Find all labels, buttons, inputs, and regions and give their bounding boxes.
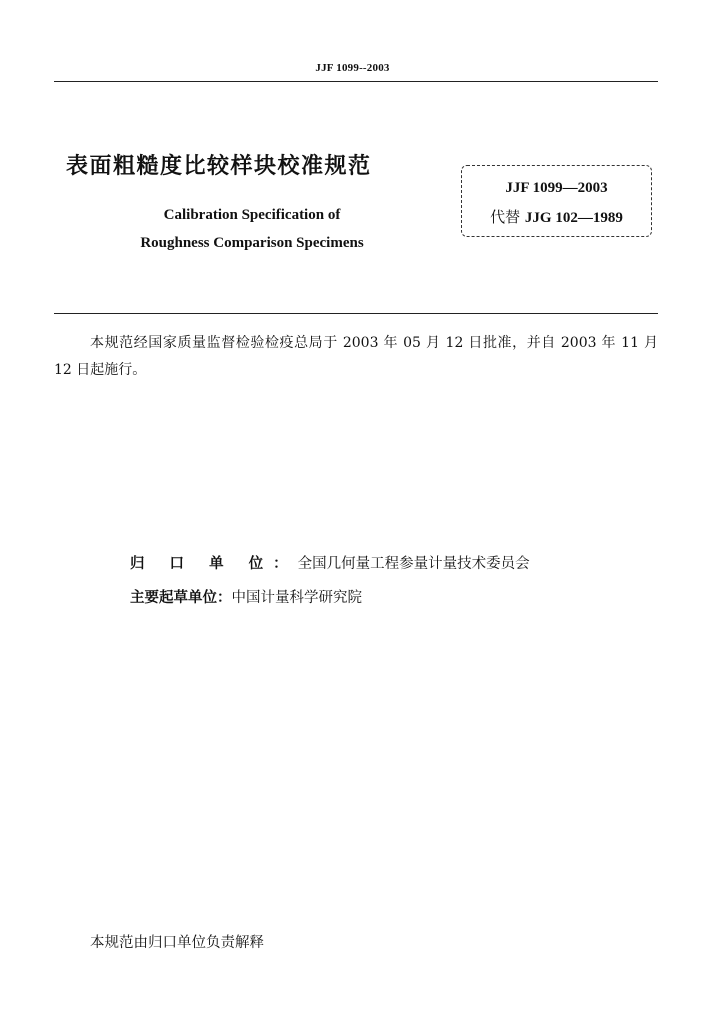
standard-code: JJF 1099—2003 [505, 180, 608, 196]
title-english-line1: Calibration Specification of [163, 207, 341, 223]
approval-statement: 本规范经国家质量监督检验检疫总局于 2003 年 05 月 12 日批准，并自 2003 年 11 月 12 日起施行。 [54, 335, 658, 378]
standard-code-box [461, 165, 652, 237]
title-chinese: 表面粗糙度比较样块校准规范 [66, 154, 372, 179]
replaced-standard-code: JJG 102—1989 [524, 210, 623, 226]
interpretation-note: 本规范由归口单位负责解释 [90, 935, 264, 951]
header-divider [54, 81, 658, 82]
drafting-unit-value: 中国计量科学研究院 [231, 590, 362, 606]
header-standard-code: JJF 1099--2003 [315, 62, 390, 74]
responsible-unit-row [130, 552, 530, 573]
drafting-unit-label: 主要起草单位： [130, 590, 232, 606]
title-english-line2: Roughness Comparison Specimens [140, 235, 364, 251]
responsible-unit-label: 归 口 单 位： [130, 556, 298, 572]
responsible-unit-value: 全国几何量工程参量计量技术委员会 [297, 556, 530, 572]
replaces-prefix: 代替 [490, 208, 525, 226]
replaces-line [462, 206, 651, 227]
drafting-unit-row [130, 586, 362, 607]
section-divider [54, 313, 658, 314]
